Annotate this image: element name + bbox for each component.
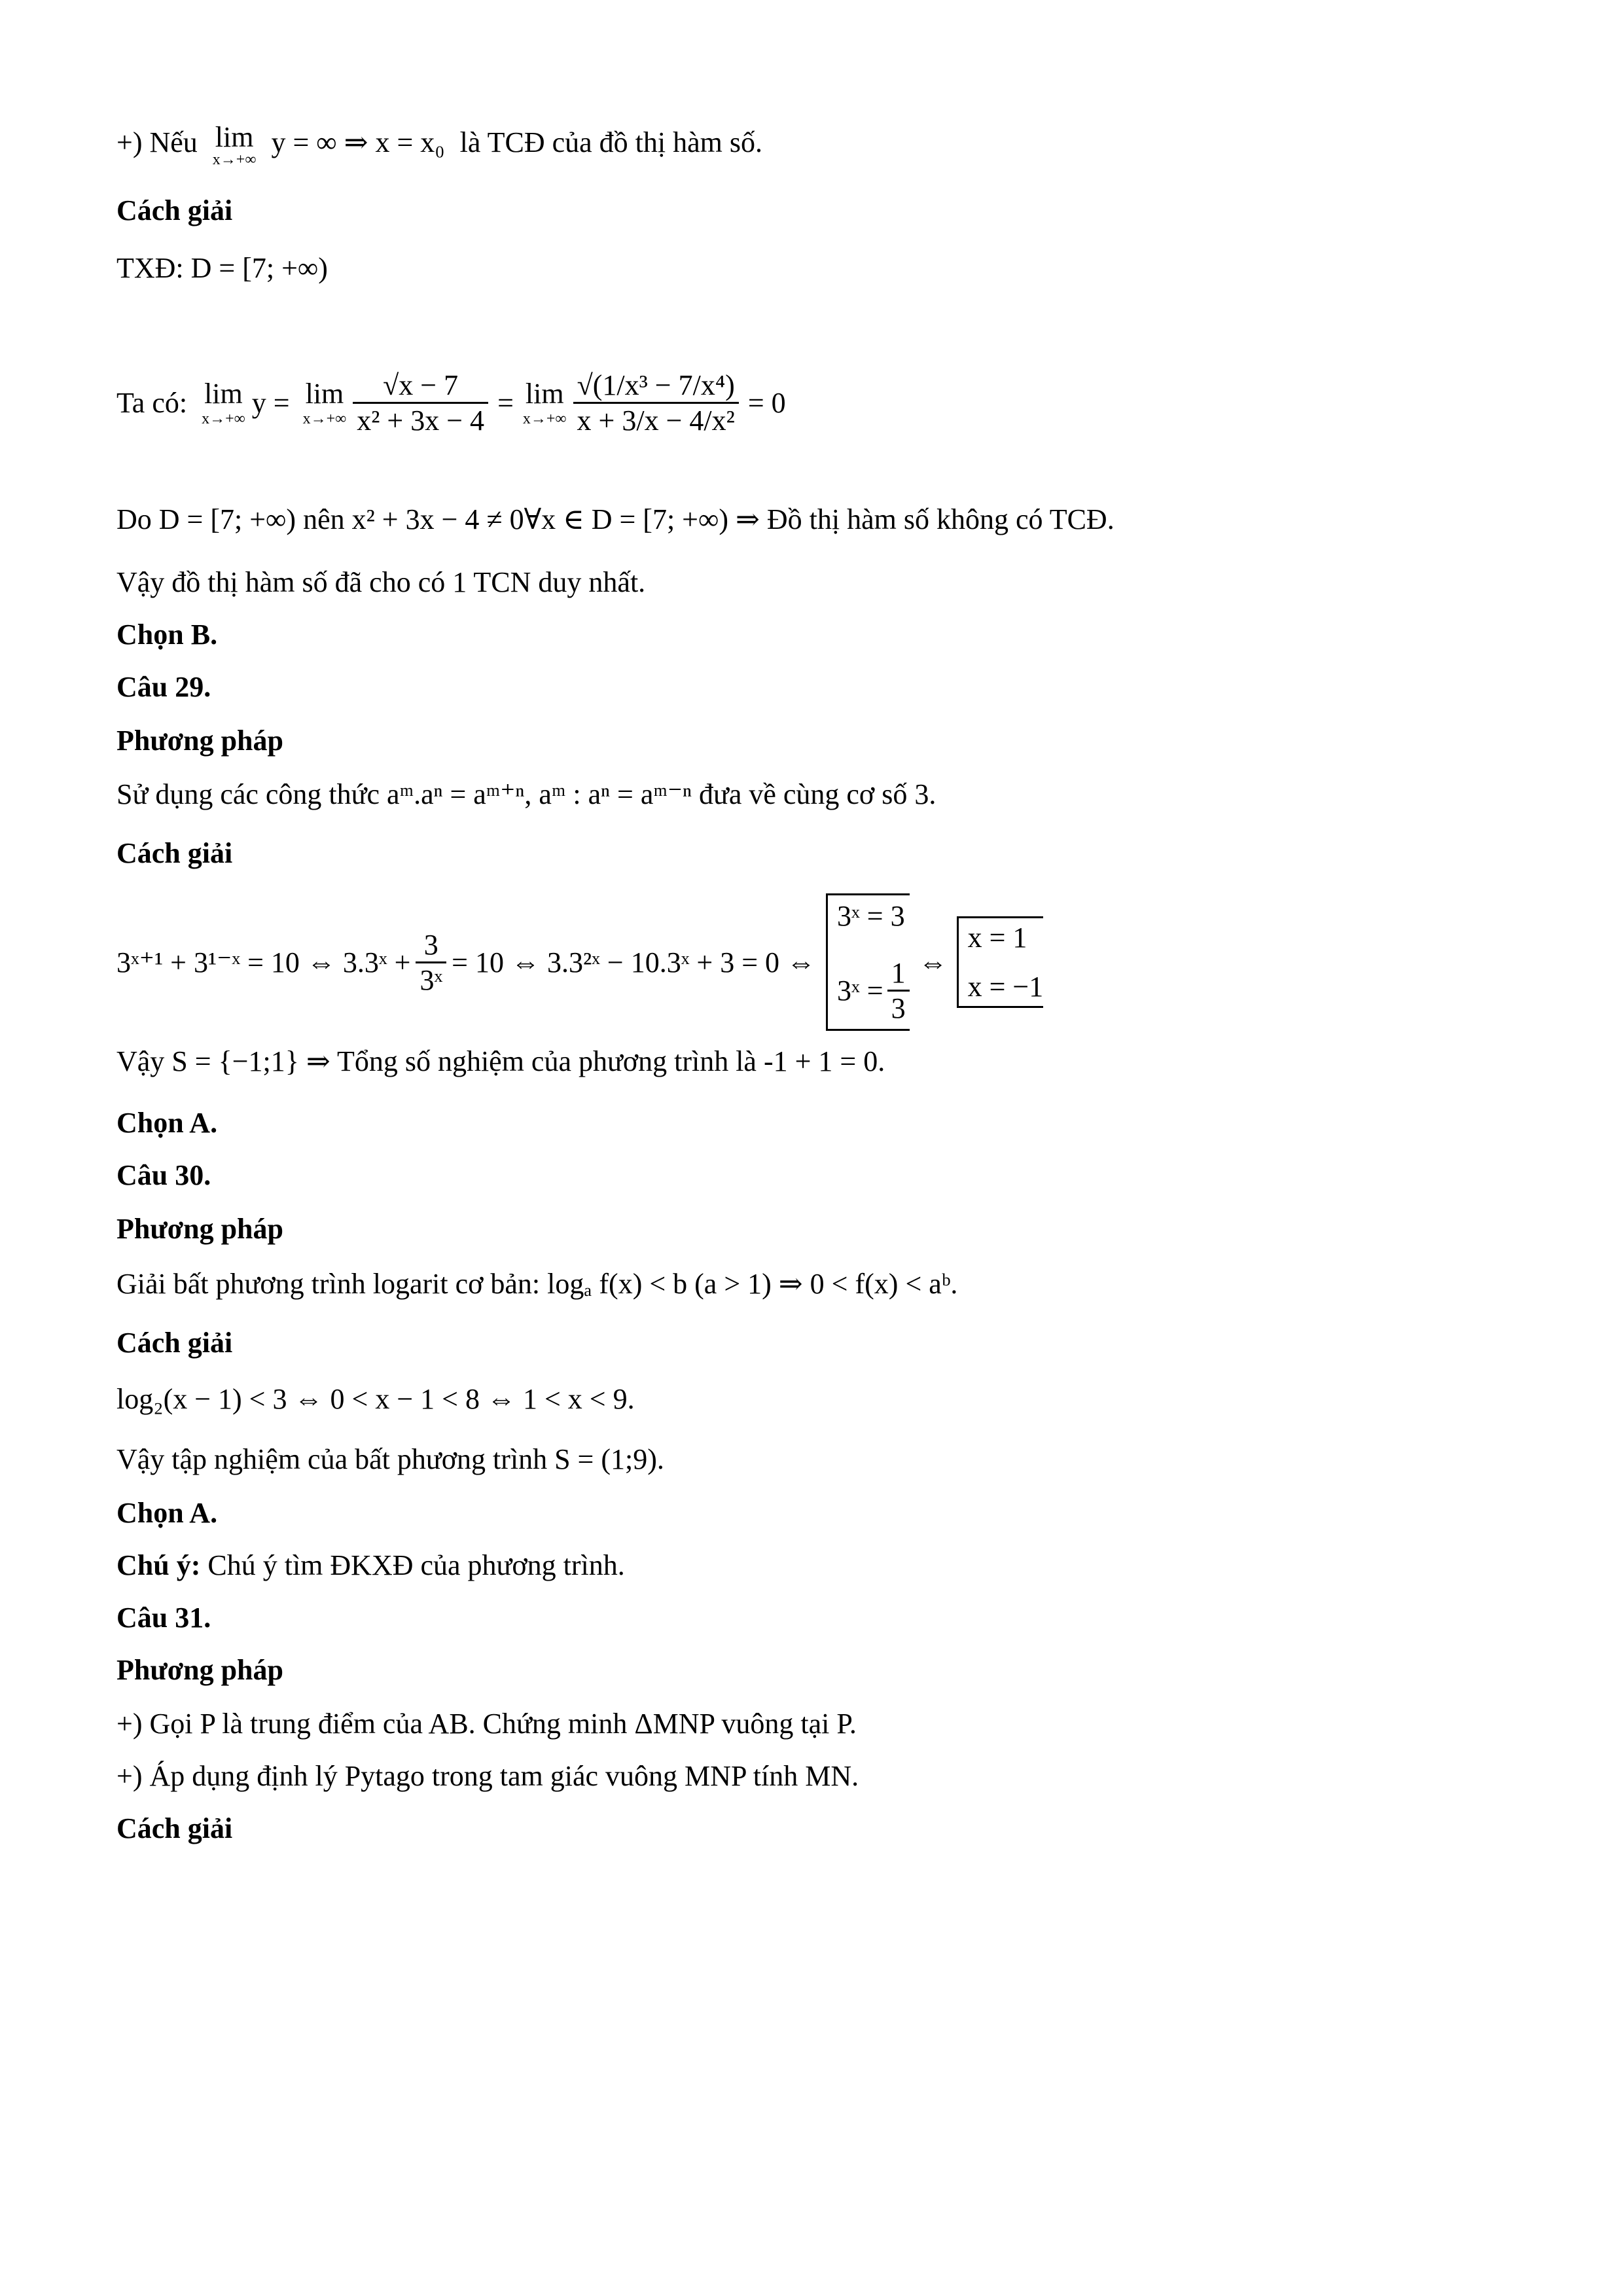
eq29-fraction-denominator: 3ˣ bbox=[419, 963, 443, 996]
heading-cach-giai: Cách giải bbox=[116, 194, 233, 226]
equals-sign: = bbox=[497, 386, 514, 419]
answer-chon-a-29: Chọn A. bbox=[116, 1107, 218, 1139]
line-vay-tap-nghiem: Vậy tập nghiệm của bất phương trình S = (1;9). bbox=[116, 1443, 664, 1475]
lim-subscript: x→+∞ bbox=[212, 151, 257, 168]
eq29-fraction-numerator: 3 bbox=[416, 928, 446, 963]
text-ta-co: Ta có: bbox=[116, 386, 188, 419]
eq29-case-2-denominator: 3 bbox=[891, 992, 906, 1024]
line-ap-dung-pytago: +) Áp dụng định lý Pytago trong tam giác vuông MNP tính MN. bbox=[116, 1760, 859, 1792]
heading-cach-giai-31: Cách giải bbox=[116, 1812, 233, 1844]
lim-symbol-2 bbox=[303, 377, 347, 428]
line-txd: TXĐ: D = [7; +∞) bbox=[116, 252, 328, 284]
eq29-solution-bracket bbox=[957, 916, 1044, 1008]
line-goi-p: +) Gọi P là trung điểm của AB. Chứng minh ΔMNP vuông tại P. bbox=[116, 1708, 857, 1740]
answer-chon-a-30: Chọn A. bbox=[116, 1497, 218, 1529]
line-log-inequality: log₂(x − 1) < 3 ⇔ 0 < x − 1 < 8 ⇔ 1 < x < 9. bbox=[116, 1383, 635, 1415]
eq29-iff: ⇔ bbox=[918, 946, 948, 978]
fraction-2 bbox=[573, 368, 739, 437]
lim-subscript: x→+∞ bbox=[202, 410, 245, 427]
eq29-solution-2: x = −1 bbox=[967, 971, 1044, 1003]
text-y-equals: y = bbox=[251, 386, 290, 419]
eq29-solution-1: x = 1 bbox=[967, 922, 1027, 954]
eq29-fraction bbox=[416, 928, 446, 997]
eq29-case-2-numerator: 1 bbox=[887, 956, 910, 992]
fraction-1-denominator: x² + 3x − 4 bbox=[357, 404, 485, 437]
eq29-middle: = 10 ⇔ 3.3²ˣ − 10.3ˣ + 3 = 0 ⇔ bbox=[452, 946, 816, 978]
line-ta-co bbox=[116, 314, 786, 491]
answer-chon-b: Chọn B. bbox=[116, 619, 218, 651]
equation-cau-29 bbox=[116, 890, 1043, 1034]
heading-cau-31: Câu 31. bbox=[116, 1602, 211, 1634]
lim-word: lim bbox=[215, 121, 254, 153]
line-vay-s: Vậy S = {−1;1} ⇒ Tổng số nghiệm của phương trình là -1 + 1 = 0. bbox=[116, 1045, 885, 1077]
heading-phuong-phap-30: Phương pháp bbox=[116, 1213, 283, 1245]
heading-cach-giai-29: Cách giải bbox=[116, 837, 233, 869]
text-prefix: +) Nếu bbox=[116, 126, 198, 159]
fraction-1 bbox=[353, 368, 488, 437]
line-vay-tcn: Vậy đồ thị hàm số đã cho có 1 TCN duy nhất. bbox=[116, 566, 646, 598]
line-chu-y bbox=[116, 1551, 625, 1580]
line-su-dung-cong-thuc: Sử dụng các công thức aᵐ.aⁿ = aᵐ⁺ⁿ, aᵐ : aⁿ = aᵐ⁻ⁿ đưa về cùng cơ số 3. bbox=[116, 778, 936, 810]
lim-word: lim bbox=[525, 378, 564, 410]
lim-subscript: x→+∞ bbox=[522, 410, 567, 427]
eq29-left: 3ˣ⁺¹ + 3¹⁻ˣ = 10 ⇔ 3.3ˣ + bbox=[116, 946, 411, 978]
eq29-case-2-left: 3ˣ = bbox=[837, 975, 883, 1007]
eq29-case-1: 3ˣ = 3 bbox=[837, 900, 905, 932]
heading-cau-30: Câu 30. bbox=[116, 1159, 211, 1191]
fraction-1-numerator: √x − 7 bbox=[353, 368, 488, 404]
heading-cach-giai-30: Cách giải bbox=[116, 1327, 233, 1359]
text-suffix: là TCĐ của đồ thị hàm số. bbox=[459, 126, 762, 159]
chu-y-text: Chú ý tìm ĐKXĐ của phương trình. bbox=[207, 1549, 625, 1581]
lim-word: lim bbox=[305, 378, 344, 410]
chu-y-label: Chú ý: bbox=[116, 1549, 201, 1581]
eq29-case-bracket bbox=[826, 893, 910, 1031]
lim-word: lim bbox=[204, 378, 243, 410]
heading-phuong-phap-31: Phương pháp bbox=[116, 1654, 283, 1686]
result-zero: = 0 bbox=[747, 386, 786, 419]
lim-subscript: x→+∞ bbox=[302, 410, 347, 427]
line-do-d: Do D = [7; +∞) nên x² + 3x − 4 ≠ 0∀x ∈ D = [7; +∞) ⇒ Đồ thị hàm số không có TCĐ. bbox=[116, 503, 1115, 535]
lim-symbol bbox=[202, 377, 245, 428]
fraction-2-denominator: x + 3/x − 4/x² bbox=[577, 404, 735, 437]
lim-symbol-3 bbox=[523, 377, 567, 428]
eq29-case-2-fraction bbox=[887, 956, 910, 1025]
line-tcd-definition bbox=[116, 123, 762, 168]
math-expression: y = ∞ ⇒ x = x₀ bbox=[271, 126, 445, 159]
fraction-2-numerator: √(1/x³ − 7/x⁴) bbox=[573, 368, 739, 404]
line-giai-bpt: Giải bất phương trình logarit cơ bản: logₐ f(x) < b (a > 1) ⇒ 0 < f(x) < aᵇ. bbox=[116, 1268, 958, 1300]
lim-symbol bbox=[213, 123, 257, 168]
heading-cau-29: Câu 29. bbox=[116, 671, 211, 703]
heading-phuong-phap-29: Phương pháp bbox=[116, 725, 283, 757]
eq29-case-2 bbox=[837, 956, 910, 1025]
